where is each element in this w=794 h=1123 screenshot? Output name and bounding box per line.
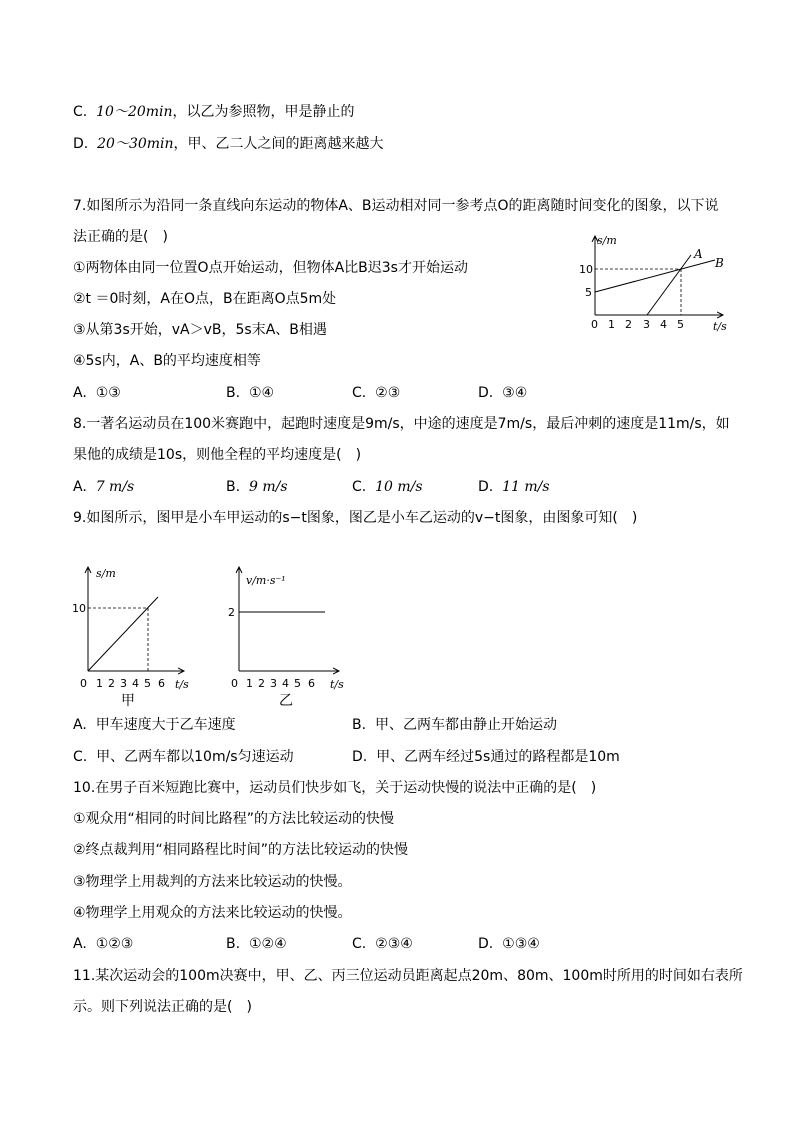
q7-line-b: [595, 260, 715, 292]
yi-x-label: t/s: [330, 678, 344, 691]
q11-stem-line2: 示。则下列说法正确的是( ): [73, 999, 252, 1015]
q7-option-d: D. ③④: [478, 385, 528, 401]
q7-xtick-5: 5: [677, 318, 684, 331]
q7-line-a: [647, 255, 691, 315]
q7-st-graph: [575, 228, 740, 338]
jia-xtick-1: 1: [96, 677, 103, 690]
yi-xtick-2: 2: [258, 677, 265, 690]
jia-xtick-4: 4: [132, 677, 139, 690]
jia-y-label: s/m: [96, 567, 116, 580]
jia-caption: 甲: [121, 693, 135, 709]
q8-stem-line2: 果他的成绩是10s，则他全程的平均速度是( ): [73, 447, 362, 463]
jia-x-label: t/s: [175, 678, 189, 691]
q7-option-b: B. ①④: [226, 385, 275, 401]
q10-statement-4: ④物理学上用观众的方法来比较运动的快慢。: [73, 905, 352, 921]
jia-xtick-6: 6: [158, 677, 165, 690]
q7-xtick-3: 3: [643, 318, 650, 331]
yi-xtick-5: 5: [294, 677, 301, 690]
yi-xtick-6: 6: [308, 677, 315, 690]
q7-statement-3: ③从第3s开始，vA＞vB，5s末A、B相遇: [73, 322, 327, 338]
q10-option-a: A. ①②③: [73, 936, 134, 952]
q10-statement-2: ②终点裁判用“相同路程比时间”的方法比较运动的快慢: [73, 842, 409, 858]
q9-stem: 9.如图所示，图甲是小车甲运动的s−t图象，图乙是小车乙运动的v−t图象，由图象可知( ): [73, 510, 638, 526]
q10-option-c: C. ②③④: [352, 936, 413, 952]
jia-xtick-5: 5: [144, 677, 151, 690]
q10-option-b: B. ①②④: [226, 936, 287, 952]
q7-x-label: t/s: [713, 320, 727, 333]
q7-xtick-4: 4: [660, 318, 667, 331]
q7-stem-line2: 法正确的是( ): [73, 229, 168, 245]
q7-y-label: s/m: [597, 234, 617, 247]
q10-statement-3: ③物理学上用裁判的方法来比较运动的快慢。: [73, 874, 352, 890]
yi-ytick-2: 2: [228, 606, 235, 619]
q10-statement-1: ①观众用“相同的时间比路程”的方法比较运动的快慢: [73, 811, 395, 827]
q7-xtick-1: 1: [608, 318, 615, 331]
q8-option-b: B. 9 m/s: [226, 479, 288, 495]
jia-xtick-2: 2: [108, 677, 115, 690]
q7-statement-1: ①两物体由同一位置O点开始运动，但物体A比B迟3s才开始运动: [73, 260, 468, 276]
q9-option-d: D. 甲、乙两车经过5s通过的路程都是10m: [352, 749, 620, 765]
q7-option-c: C. ②③: [352, 385, 401, 401]
q9-graph-jia: [72, 562, 202, 712]
q7-xtick-0: 0: [591, 318, 598, 331]
jia-xtick-3: 3: [120, 677, 127, 690]
q9-option-c: C. 甲、乙两车都以10m/s匀速运动: [73, 749, 294, 765]
q7-stem-line1: 7.如图所示为沿同一条直线向东运动的物体A、B运动相对同一参考点O的距离随时间变化的图象，以下说: [73, 198, 719, 214]
q10-stem: 10.在男子百米短跑比赛中，运动员们快步如飞，关于运动快慢的说法中正确的是( ): [73, 780, 597, 796]
q9-option-a: A. 甲车速度大于乙车速度: [73, 717, 236, 733]
q7-statement-4: ④5s内，A、B的平均速度相等: [73, 353, 261, 369]
jia-xtick-0: 0: [80, 677, 87, 690]
q7-label-a: A: [694, 247, 703, 261]
q7-statement-2: ②t ＝0时刻，A在O点，B在距离O点5m处: [73, 291, 337, 307]
q9-option-b: B. 甲、乙两车都由静止开始运动: [352, 717, 557, 733]
q7-ytick-10: 10: [579, 263, 593, 276]
yi-caption: 乙: [279, 693, 293, 709]
q7-label-b: B: [715, 256, 724, 270]
q6-option-c: C. 10～20min，以乙为参照物，甲是静止的: [73, 104, 355, 120]
yi-xtick-0: 0: [231, 677, 238, 690]
yi-xtick-1: 1: [246, 677, 253, 690]
q9-graph-yi: [224, 562, 354, 712]
yi-xtick-3: 3: [270, 677, 277, 690]
q7-option-a: A. ①③: [73, 385, 121, 401]
q8-option-d: D. 11 m/s: [478, 479, 550, 495]
q6-option-d: D. 20～30min，甲、乙二人之间的距离越来越大: [73, 136, 384, 152]
q8-option-a: A. 7 m/s: [73, 479, 135, 495]
q8-stem-line1: 8.一著名运动员在100米赛跑中，起跑时速度是9m/s，中途的速度是7m/s，最后冲刺的速度是11m/s，如: [73, 416, 730, 432]
jia-ytick-10: 10: [72, 602, 86, 615]
q7-xtick-2: 2: [625, 318, 632, 331]
yi-y-label: v/m·s⁻¹: [246, 574, 286, 587]
q10-option-d: D. ①③④: [478, 936, 540, 952]
q7-ytick-5: 5: [585, 286, 592, 299]
q8-option-c: C. 10 m/s: [352, 479, 423, 495]
q11-stem-line1: 11.某次运动会的100m决赛中，甲、乙、丙三位运动员距离起点20m、80m、100m时所用的时间如右表所: [73, 968, 743, 984]
yi-xtick-4: 4: [282, 677, 289, 690]
